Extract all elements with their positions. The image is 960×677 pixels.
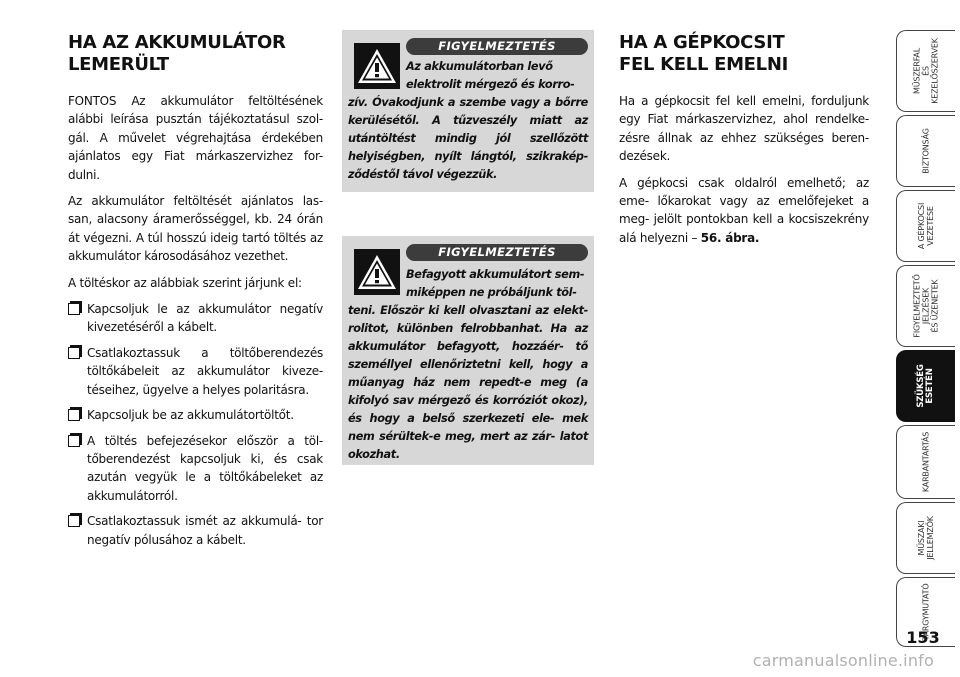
section-heading-lifting	[619, 32, 869, 76]
warning-lead-line: miképpen ne próbáljunk töl-	[406, 286, 577, 299]
warning-text	[348, 266, 588, 464]
step-text: A töltés befejezésekor először a töl- tőberendezést kapcsoljuk ki, és csak azután vegyük le a töltőkábeleket az akkumulátorról.	[87, 433, 323, 503]
checkbox-icon	[68, 347, 80, 359]
paragraph	[619, 174, 869, 248]
paragraph: Ha a gépkocsit fel kell emelni, forduljunk egy Fiat márkaszervizhez, ahol rendelke- zésre állnak az ehhez szükséges beren- dezések.	[619, 94, 869, 164]
heading-line: HA A GÉPKOCSIT	[619, 32, 785, 53]
heading-line: LEMERÜLT	[68, 54, 169, 75]
paragraph: FONTOS Az akkumulátor feltöltésének alábbi leírása pusztán tájékoztatásul szol- gál. A művelet végrehajtása érdekében ajánlatos egy Fiat márkaszervizhez for- dulni.	[68, 94, 323, 182]
step-item	[68, 512, 323, 549]
lifting-body	[619, 92, 869, 255]
checkbox-icon	[68, 515, 80, 527]
tab-dashboard[interactable]	[896, 30, 955, 112]
warning-label: FIGYELMEZTETÉS	[406, 244, 588, 261]
paragraph-text: A gépkocsi csak oldalról emelhető; az eme- lőkarokat vagy az emelőfejeket a meg- jelölt pontokban kell a kocsiszekrény alá helyezni –	[619, 175, 869, 245]
warning-label: FIGYELMEZTETÉS	[406, 38, 588, 55]
tab-label: MŰSZERFAL ÉS KEZELŐSZERVEK	[912, 38, 940, 104]
step-item	[68, 432, 323, 506]
watermark: carmanualsonline.info	[752, 651, 934, 670]
tab-driving[interactable]	[896, 190, 955, 262]
battery-body	[68, 92, 323, 556]
tab-warning-lights[interactable]	[896, 265, 955, 347]
warning-box-electrolyte	[342, 30, 594, 192]
step-text: Csatlakoztassuk ismét az akkumulá- tor negatív pólusához a kábelt.	[87, 514, 323, 547]
tab-label: SZÜKSÉG ESETÉN	[916, 364, 935, 408]
section-heading-battery	[68, 32, 323, 76]
checkbox-icon	[68, 435, 80, 447]
checkbox-icon	[68, 409, 80, 421]
heading-line: FEL KELL EMELNI	[619, 54, 789, 75]
step-text: Kapcsoljuk le az akkumulátor negatív kivezetéséről a kábelt.	[87, 302, 323, 335]
warning-lead-line: Befagyott akkumulátort sem-	[406, 268, 585, 281]
tab-label: TÁRGYMUTATÓ	[921, 583, 931, 641]
checkbox-icon	[68, 303, 80, 315]
page-number: 153	[906, 628, 940, 647]
step-item	[68, 300, 323, 337]
figure-reference[interactable]: 56. ábra.	[700, 230, 760, 245]
paragraph: A töltéskor az alábbiak szerint járjunk el:	[68, 275, 302, 290]
paragraph: Az akkumulátor feltöltését ajánlatos las- san, alacsony áramerősséggel, kb. 24 órán át végezni. A túl hosszú ideig tartó töltés az akkumulátor károsodásához vezethet.	[68, 194, 323, 264]
tab-label: BIZTONSÁG	[921, 128, 931, 174]
warning-lead-line: Az akkumulátorban levő	[406, 60, 553, 73]
step-text: Kapcsoljuk be az akkumulátortöltőt.	[87, 408, 294, 423]
step-item	[68, 344, 323, 399]
step-item	[68, 406, 323, 424]
warning-box-frozen-battery	[342, 236, 594, 465]
tab-label: A GÉPKOCSI VEZETÉSE	[917, 202, 935, 250]
warning-lead-line: elektrolit mérgező és korro-	[406, 78, 575, 91]
charging-steps	[68, 300, 323, 549]
tab-label: MŰSZAKI JELLEMZŐK	[917, 516, 935, 560]
tab-label: KARBANTARTÁS	[921, 431, 931, 493]
warning-body: zív. Óvakodjunk a szembe vagy a bőrre kerülésétől. A tűzveszély miatt az utántöltést mindig jól szellőzött helyiségben, nyílt lángtól, szikrakép- ződéstől távol végezzük.	[348, 96, 588, 181]
warning-body: teni. Először ki kell olvasztani az elekt- rolitot, különben felrobbanhat. Ha az akkumulátor befagyott, hozzáér- tő személlyel ellenőriztetni kell, hogy a műanyag ház nem repedt-e meg (a kifolyó sav mérgező és korróziót okoz), és hogy a belső szerkezeti ele- mek nem sérültek-e meg, mert az zár- latot okozhat.	[348, 304, 588, 461]
warning-text	[348, 58, 588, 184]
tab-label: FIGYELMEZTETŐ JELZÉSEK ÉS ÜZENETEK	[912, 274, 940, 338]
heading-line: HA AZ AKKUMULÁTOR	[68, 32, 286, 53]
step-text: Csatlakoztassuk a töltőberendezés töltőkábeleit az akkumulátor kiveze- téseihez, ügyelve a helyes polaritásra.	[87, 345, 323, 397]
